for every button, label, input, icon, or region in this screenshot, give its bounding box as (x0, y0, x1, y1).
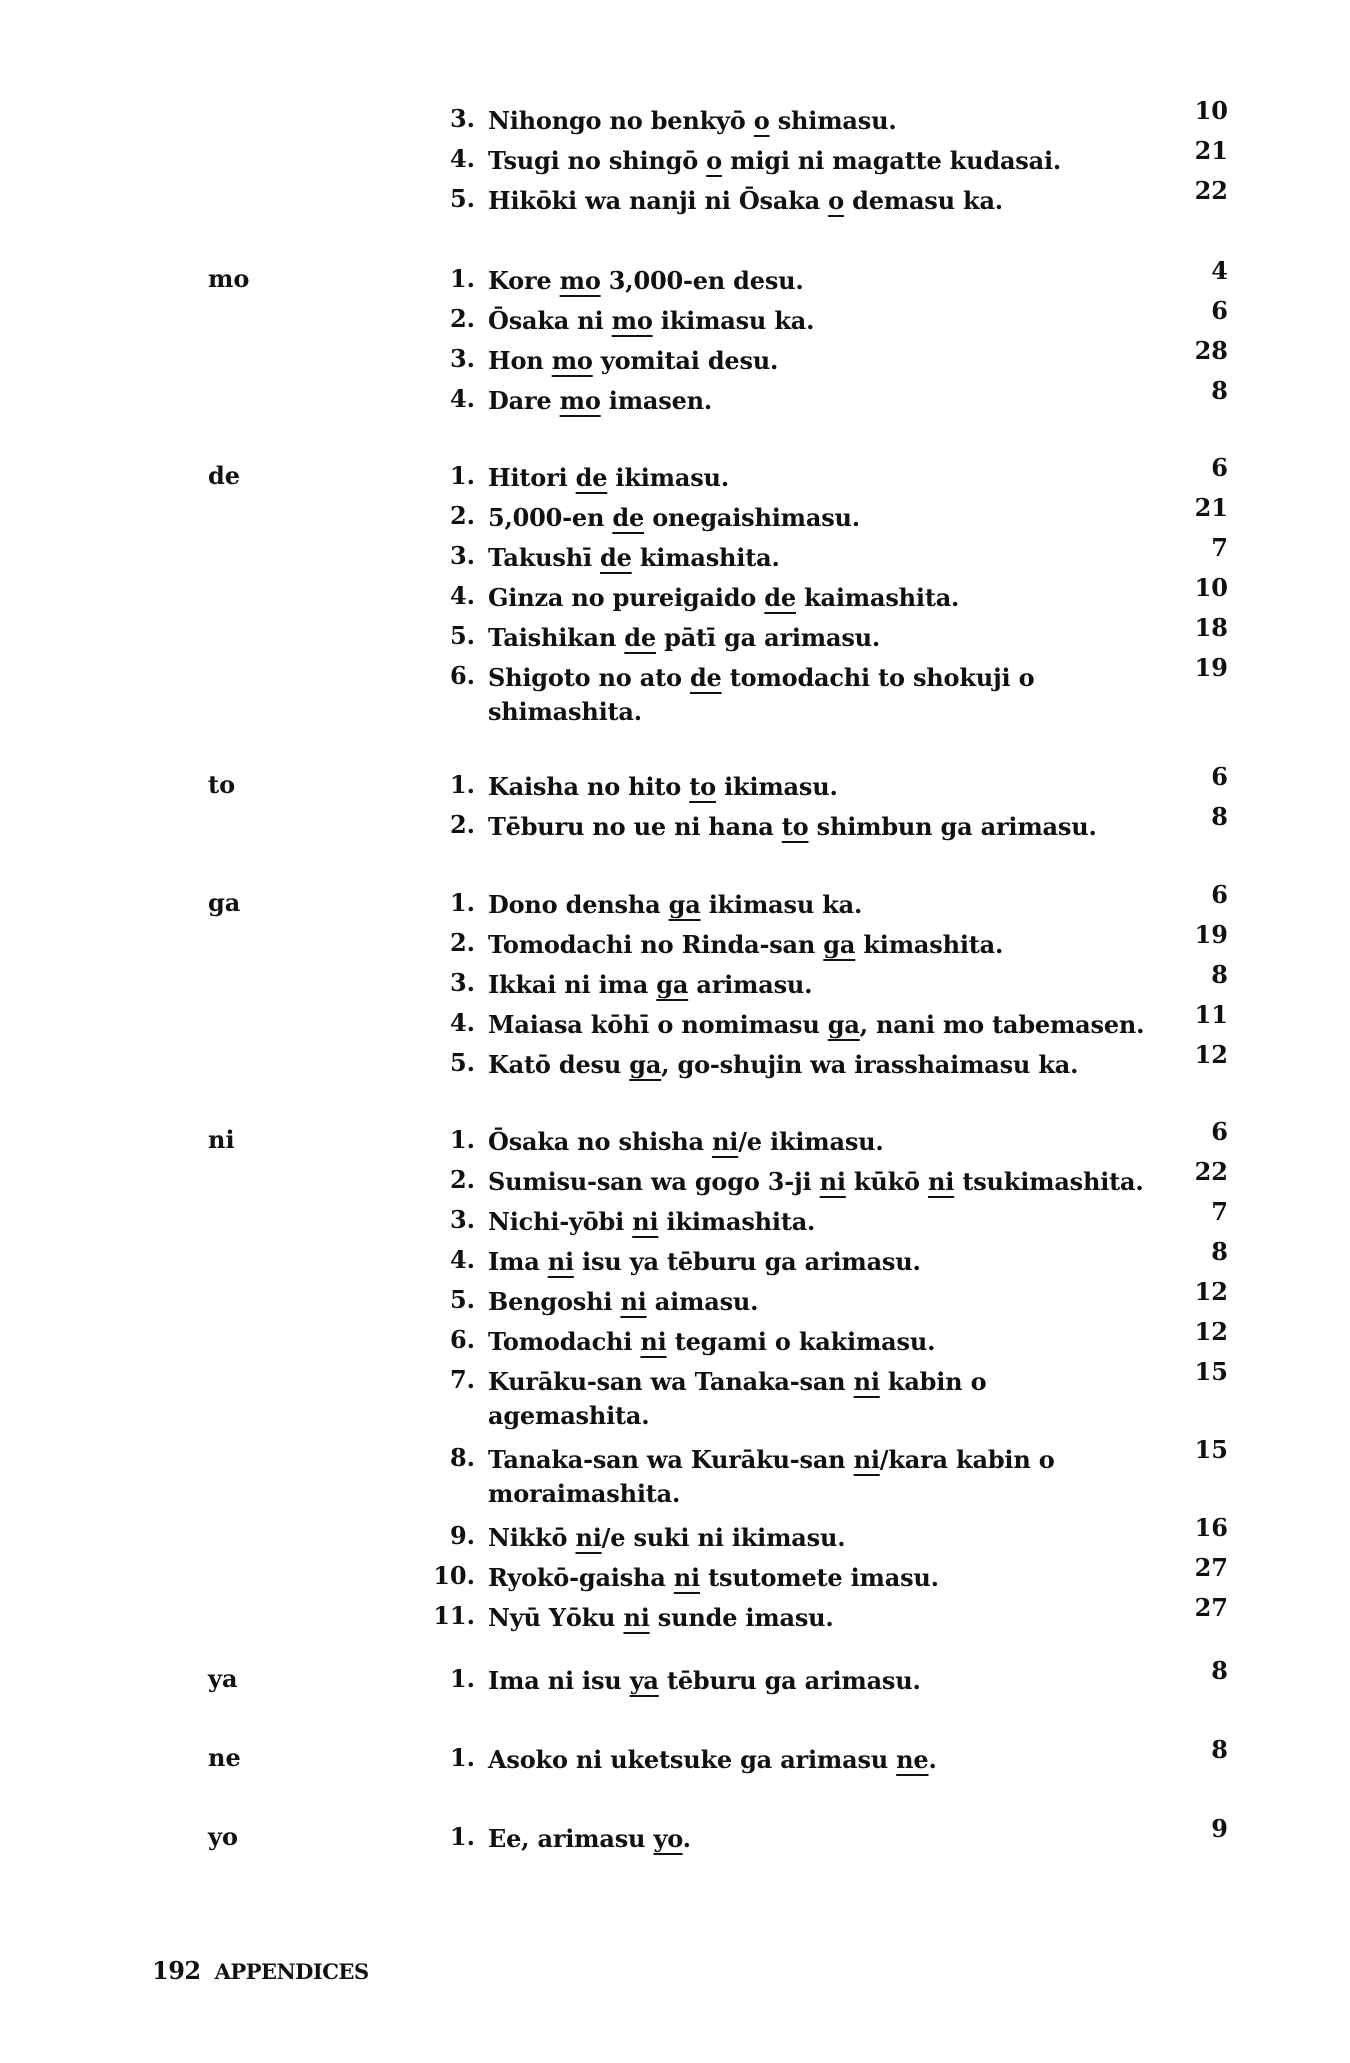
example-item (0, 336, 1350, 384)
item-number: 4. (449, 144, 475, 173)
highlighted-particle: ga (823, 930, 856, 959)
lesson-number: 8 (1211, 802, 1228, 831)
particle-label: mo (208, 264, 250, 293)
sentence-text: Hon (488, 346, 552, 375)
particle-group (0, 96, 1350, 224)
item-number: 4. (449, 384, 475, 413)
sentence-text: Ginza no pureigaido (488, 583, 765, 612)
lesson-number: 15 (1194, 1357, 1228, 1386)
highlighted-particle: ni (632, 1207, 659, 1236)
lesson-number: 6 (1211, 1117, 1228, 1146)
example-item (0, 1357, 1350, 1443)
item-number: 3. (449, 1205, 475, 1234)
example-sentence (488, 581, 1148, 615)
lesson-number: 9 (1211, 1814, 1228, 1843)
sentence-text: ikimasu. (607, 463, 729, 492)
example-list (0, 880, 1350, 1088)
example-item (0, 176, 1350, 224)
sentence-text: Hitori (488, 463, 576, 492)
example-list (0, 762, 1350, 850)
example-sentence (488, 1048, 1148, 1082)
example-sentence (488, 1205, 1148, 1239)
highlighted-particle: ni (620, 1287, 647, 1316)
sentence-text: demasu ka. (843, 186, 1003, 215)
example-item (0, 1040, 1350, 1088)
lesson-number: 10 (1194, 96, 1228, 125)
highlighted-particle: mo (611, 306, 653, 335)
sentence-text: Nihongo no benkyō (488, 106, 754, 135)
example-sentence (488, 1601, 1148, 1635)
sentence-text: Kurāku-san wa Tanaka-san (488, 1367, 854, 1396)
sentence-text: Hikōki wa nanji ni Ōsaka (488, 186, 829, 215)
example-item (0, 1000, 1350, 1048)
example-sentence (488, 928, 1148, 962)
example-sentence (488, 104, 1148, 138)
example-item (0, 920, 1350, 968)
highlighted-particle: ni (853, 1445, 880, 1474)
example-list (0, 1656, 1350, 1704)
item-number: 6. (449, 1325, 475, 1354)
lesson-number: 11 (1194, 1000, 1228, 1029)
example-sentence (488, 541, 1148, 575)
lesson-number: 6 (1211, 296, 1228, 325)
sentence-text: Kore (488, 266, 560, 295)
highlighted-particle: yo (653, 1824, 683, 1853)
example-item (0, 762, 1350, 810)
highlighted-particle: ni (640, 1327, 667, 1356)
item-number: 1. (449, 1125, 475, 1154)
example-item (0, 1117, 1350, 1165)
highlighted-particle: ga (827, 1010, 860, 1039)
highlighted-particle: ni (547, 1247, 574, 1276)
page-footer (152, 1956, 369, 1987)
item-number: 5. (449, 1285, 475, 1314)
example-sentence (488, 1561, 1148, 1595)
example-sentence (488, 144, 1148, 178)
sentence-text: Ōsaka no shisha (488, 1127, 713, 1156)
example-item (0, 960, 1350, 1008)
highlighted-particle: mo (559, 266, 601, 295)
sentence-text: ikimashita. (658, 1207, 816, 1236)
item-number: 4. (449, 1245, 475, 1274)
item-number: 1. (449, 770, 475, 799)
sentence-text: Nikkō (488, 1523, 576, 1552)
particle-group (0, 256, 1350, 424)
example-list (0, 256, 1350, 424)
highlighted-particle: ni (575, 1523, 602, 1552)
highlighted-particle: ni (853, 1367, 880, 1396)
sentence-text: ikimasu. (715, 772, 838, 801)
lesson-number: 8 (1211, 376, 1228, 405)
item-number: 2. (449, 928, 475, 957)
sentence-text: Tomodachi no Rinda-san (488, 930, 824, 959)
item-number: 1. (449, 1822, 475, 1851)
lesson-number: 19 (1194, 920, 1228, 949)
sentence-text: tegami o kakimasu. (666, 1327, 936, 1356)
sentence-text: . (682, 1824, 691, 1853)
example-sentence (488, 384, 1148, 418)
highlighted-particle: ni (623, 1603, 650, 1632)
item-number: 1. (449, 1743, 475, 1772)
highlighted-particle: o (828, 186, 844, 215)
lesson-number: 27 (1194, 1553, 1228, 1582)
highlighted-particle: de (612, 503, 645, 532)
footer-label: APPENDICES (214, 1959, 369, 1984)
item-number: 7. (449, 1365, 475, 1394)
example-sentence (488, 461, 1148, 495)
lesson-number: 16 (1194, 1513, 1228, 1542)
sentence-text: yomitai desu. (592, 346, 779, 375)
sentence-text: aimasu. (646, 1287, 759, 1316)
example-sentence (488, 304, 1148, 338)
lesson-number: 28 (1194, 336, 1228, 365)
example-item (0, 1317, 1350, 1365)
sentence-text: Kaisha no hito (488, 772, 690, 801)
item-number: 3. (449, 968, 475, 997)
sentence-text: kaimashita. (795, 583, 960, 612)
example-sentence (488, 501, 1148, 535)
sentence-text: imasen. (600, 386, 713, 415)
particle-label: ne (208, 1743, 241, 1772)
item-number: 5. (449, 621, 475, 650)
lesson-number: 7 (1211, 533, 1228, 562)
lesson-number: 21 (1194, 136, 1228, 165)
lesson-number: 12 (1194, 1277, 1228, 1306)
page-number: 192 (152, 1956, 201, 1985)
example-list (0, 453, 1350, 739)
sentence-text: /e suki ni ikimasu. (601, 1523, 846, 1552)
sentence-text: shimbun ga arimasu. (808, 812, 1097, 841)
example-sentence (488, 1165, 1148, 1199)
example-sentence (488, 661, 1148, 729)
highlighted-particle: o (706, 146, 722, 175)
highlighted-particle: o (753, 106, 770, 135)
example-item (0, 493, 1350, 541)
sentence-text: Ee, arimasu (488, 1824, 654, 1853)
lesson-number: 7 (1211, 1197, 1228, 1226)
example-sentence (488, 1285, 1148, 1319)
item-number: 3. (449, 541, 475, 570)
example-item (0, 802, 1350, 850)
example-item (0, 1814, 1350, 1862)
sentence-text: Ryokō-gaisha (488, 1563, 674, 1592)
particle-label: yo (208, 1822, 238, 1851)
item-number: 11. (433, 1601, 475, 1630)
item-number: 2. (449, 501, 475, 530)
item-number: 1. (449, 264, 475, 293)
sentence-text: ikimasu ka. (652, 306, 815, 335)
item-number: 1. (449, 461, 475, 490)
item-number: 5. (449, 184, 475, 213)
sentence-text: Dono densha (488, 890, 669, 919)
example-sentence (488, 1664, 1148, 1698)
example-sentence (488, 1443, 1148, 1511)
highlighted-particle: to (689, 772, 716, 801)
item-number: 2. (449, 304, 475, 333)
lesson-number: 27 (1194, 1593, 1228, 1622)
particle-label: ga (208, 888, 241, 917)
lesson-number: 6 (1211, 880, 1228, 909)
highlighted-particle: de (764, 583, 796, 612)
lesson-number: 6 (1211, 453, 1228, 482)
lesson-number: 8 (1211, 1656, 1228, 1685)
item-number: 2. (449, 810, 475, 839)
highlighted-particle: ga (668, 890, 701, 919)
item-number: 3. (449, 344, 475, 373)
lesson-number: 22 (1194, 1157, 1228, 1186)
sentence-text: arimasu. (688, 970, 813, 999)
example-list (0, 1735, 1350, 1783)
sentence-text: migi ni magatte kudasai. (721, 146, 1062, 175)
highlighted-particle: ni (928, 1167, 955, 1196)
item-number: 9. (449, 1521, 475, 1550)
particle-group (0, 1656, 1350, 1704)
example-sentence (488, 621, 1148, 655)
lesson-number: 8 (1211, 960, 1228, 989)
example-sentence (488, 1822, 1148, 1856)
sentence-text: Nyū Yōku (488, 1603, 624, 1632)
sentence-text: 3,000-en desu. (600, 266, 804, 295)
lesson-number: 8 (1211, 1237, 1228, 1266)
sentence-text: Sumisu-san wa gogo 3-ji (488, 1167, 820, 1196)
example-item (0, 1656, 1350, 1704)
sentence-text: kimashita. (855, 930, 1004, 959)
example-item (0, 613, 1350, 661)
sentence-text: pātī ga arimasu. (655, 623, 881, 652)
example-sentence (488, 1743, 1148, 1777)
particle-label: ya (208, 1664, 238, 1693)
highlighted-particle: de (575, 463, 608, 492)
example-item (0, 1197, 1350, 1245)
highlighted-particle: ni (712, 1127, 739, 1156)
sentence-text: 5,000-en (488, 503, 613, 532)
sentence-text: Maiasa kōhī o nomimasu (488, 1010, 828, 1039)
sentence-text: isu ya tēburu ga arimasu. (573, 1247, 921, 1276)
particle-group (0, 1735, 1350, 1783)
example-sentence (488, 1245, 1148, 1279)
highlighted-particle: de (624, 623, 656, 652)
example-sentence (488, 1521, 1148, 1555)
sentence-text: Tanaka-san wa Kurāku-san (488, 1445, 854, 1474)
particle-group (0, 1117, 1350, 1641)
example-sentence (488, 1125, 1148, 1159)
lesson-number: 21 (1194, 493, 1228, 522)
lesson-number: 12 (1194, 1040, 1228, 1069)
highlighted-particle: ga (656, 970, 689, 999)
example-item (0, 1435, 1350, 1521)
lesson-number: 22 (1194, 176, 1228, 205)
example-sentence (488, 184, 1148, 218)
particle-group (0, 880, 1350, 1088)
lesson-number: 10 (1194, 573, 1228, 602)
item-number: 5. (449, 1048, 475, 1077)
sentence-text: kabin o agemashita. (488, 1367, 987, 1430)
highlighted-particle: de (689, 663, 722, 692)
example-item (0, 96, 1350, 144)
highlighted-particle: mo (551, 346, 593, 375)
example-item (0, 1277, 1350, 1325)
example-item (0, 653, 1350, 739)
particle-group (0, 1814, 1350, 1862)
sentence-text: kimashita. (631, 543, 780, 572)
example-item (0, 256, 1350, 304)
example-item (0, 573, 1350, 621)
example-item (0, 1237, 1350, 1285)
highlighted-particle: ga (629, 1050, 662, 1079)
sentence-text: Katō desu (488, 1050, 630, 1079)
item-number: 1. (449, 888, 475, 917)
example-item (0, 1553, 1350, 1601)
example-item (0, 1157, 1350, 1205)
sentence-text: Ikkai ni ima (488, 970, 657, 999)
particle-label: ni (208, 1125, 235, 1154)
item-number: 3. (449, 104, 475, 133)
lesson-number: 6 (1211, 762, 1228, 791)
sentence-text: . (928, 1745, 937, 1774)
example-sentence (488, 888, 1148, 922)
sentence-text: Tsugi no shingō (488, 146, 707, 175)
highlighted-particle: to (781, 812, 809, 841)
item-number: 2. (449, 1165, 475, 1194)
example-item (0, 1593, 1350, 1641)
lesson-number: 8 (1211, 1735, 1228, 1764)
sentence-text: ikimasu ka. (700, 890, 863, 919)
lesson-number: 15 (1194, 1435, 1228, 1464)
sentence-text: Tēburu no ue ni hana (488, 812, 782, 841)
item-number: 10. (433, 1561, 475, 1590)
example-item (0, 296, 1350, 344)
sentence-text: tsukimashita. (954, 1167, 1144, 1196)
sentence-text: /e ikimasu. (738, 1127, 884, 1156)
particle-group (0, 762, 1350, 850)
particle-label: de (208, 461, 241, 490)
item-number: 4. (449, 1008, 475, 1037)
sentence-text: tēburu ga arimasu. (658, 1666, 921, 1695)
example-item (0, 1513, 1350, 1561)
sentence-text: sunde imasu. (649, 1603, 834, 1632)
example-sentence (488, 810, 1148, 844)
sentence-text: , go-shujin wa irasshaimasu ka. (661, 1050, 1079, 1079)
sentence-text: Taishikan (488, 623, 625, 652)
example-sentence (488, 264, 1148, 298)
sentence-text: onegaishimasu. (644, 503, 860, 532)
sentence-text: Ima ni isu (488, 1666, 630, 1695)
sentence-text: Takushī (488, 543, 601, 572)
particle-group (0, 453, 1350, 739)
sentence-text: tsutomete imasu. (699, 1563, 939, 1592)
example-sentence (488, 1365, 1148, 1433)
lesson-number: 4 (1211, 256, 1228, 285)
lesson-number: 19 (1194, 653, 1228, 682)
example-sentence (488, 1008, 1148, 1042)
sentence-text: Asoko ni uketsuke ga arimasu (488, 1745, 897, 1774)
item-number: 8. (449, 1443, 475, 1472)
item-number: 6. (449, 661, 475, 690)
example-list (0, 1814, 1350, 1862)
sentence-text: Dare (488, 386, 560, 415)
highlighted-particle: ni (673, 1563, 700, 1592)
sentence-text: Ima (488, 1247, 548, 1276)
particle-label: to (208, 770, 236, 799)
item-number: 4. (449, 581, 475, 610)
example-list (0, 96, 1350, 224)
sentence-text: tomodachi to shokuji o shimashita. (488, 663, 1035, 726)
sentence-text: shimasu. (769, 106, 897, 135)
example-item (0, 880, 1350, 928)
example-sentence (488, 344, 1148, 378)
item-number: 1. (449, 1664, 475, 1693)
highlighted-particle: mo (559, 386, 601, 415)
sentence-text: Bengoshi (488, 1287, 621, 1316)
highlighted-particle: ne (896, 1745, 929, 1774)
example-sentence (488, 770, 1148, 804)
example-list (0, 1117, 1350, 1641)
example-item (0, 533, 1350, 581)
sentence-text: Tomodachi (488, 1327, 641, 1356)
example-item (0, 136, 1350, 184)
sentence-text: Nichi-yōbi (488, 1207, 633, 1236)
sentence-text: Shigoto no ato (488, 663, 690, 692)
example-item (0, 376, 1350, 424)
sentence-text: kūkō (845, 1167, 929, 1196)
highlighted-particle: ni (819, 1167, 846, 1196)
sentence-text: , nani mo tabemasen. (859, 1010, 1145, 1039)
example-sentence (488, 968, 1148, 1002)
highlighted-particle: de (600, 543, 632, 572)
example-item (0, 453, 1350, 501)
example-sentence (488, 1325, 1148, 1359)
sentence-text: Ōsaka ni (488, 306, 612, 335)
sentence-text: /kara kabin o moraimashita. (488, 1445, 1055, 1508)
lesson-number: 18 (1194, 613, 1228, 642)
highlighted-particle: ya (629, 1666, 659, 1695)
example-item (0, 1735, 1350, 1783)
lesson-number: 12 (1194, 1317, 1228, 1346)
